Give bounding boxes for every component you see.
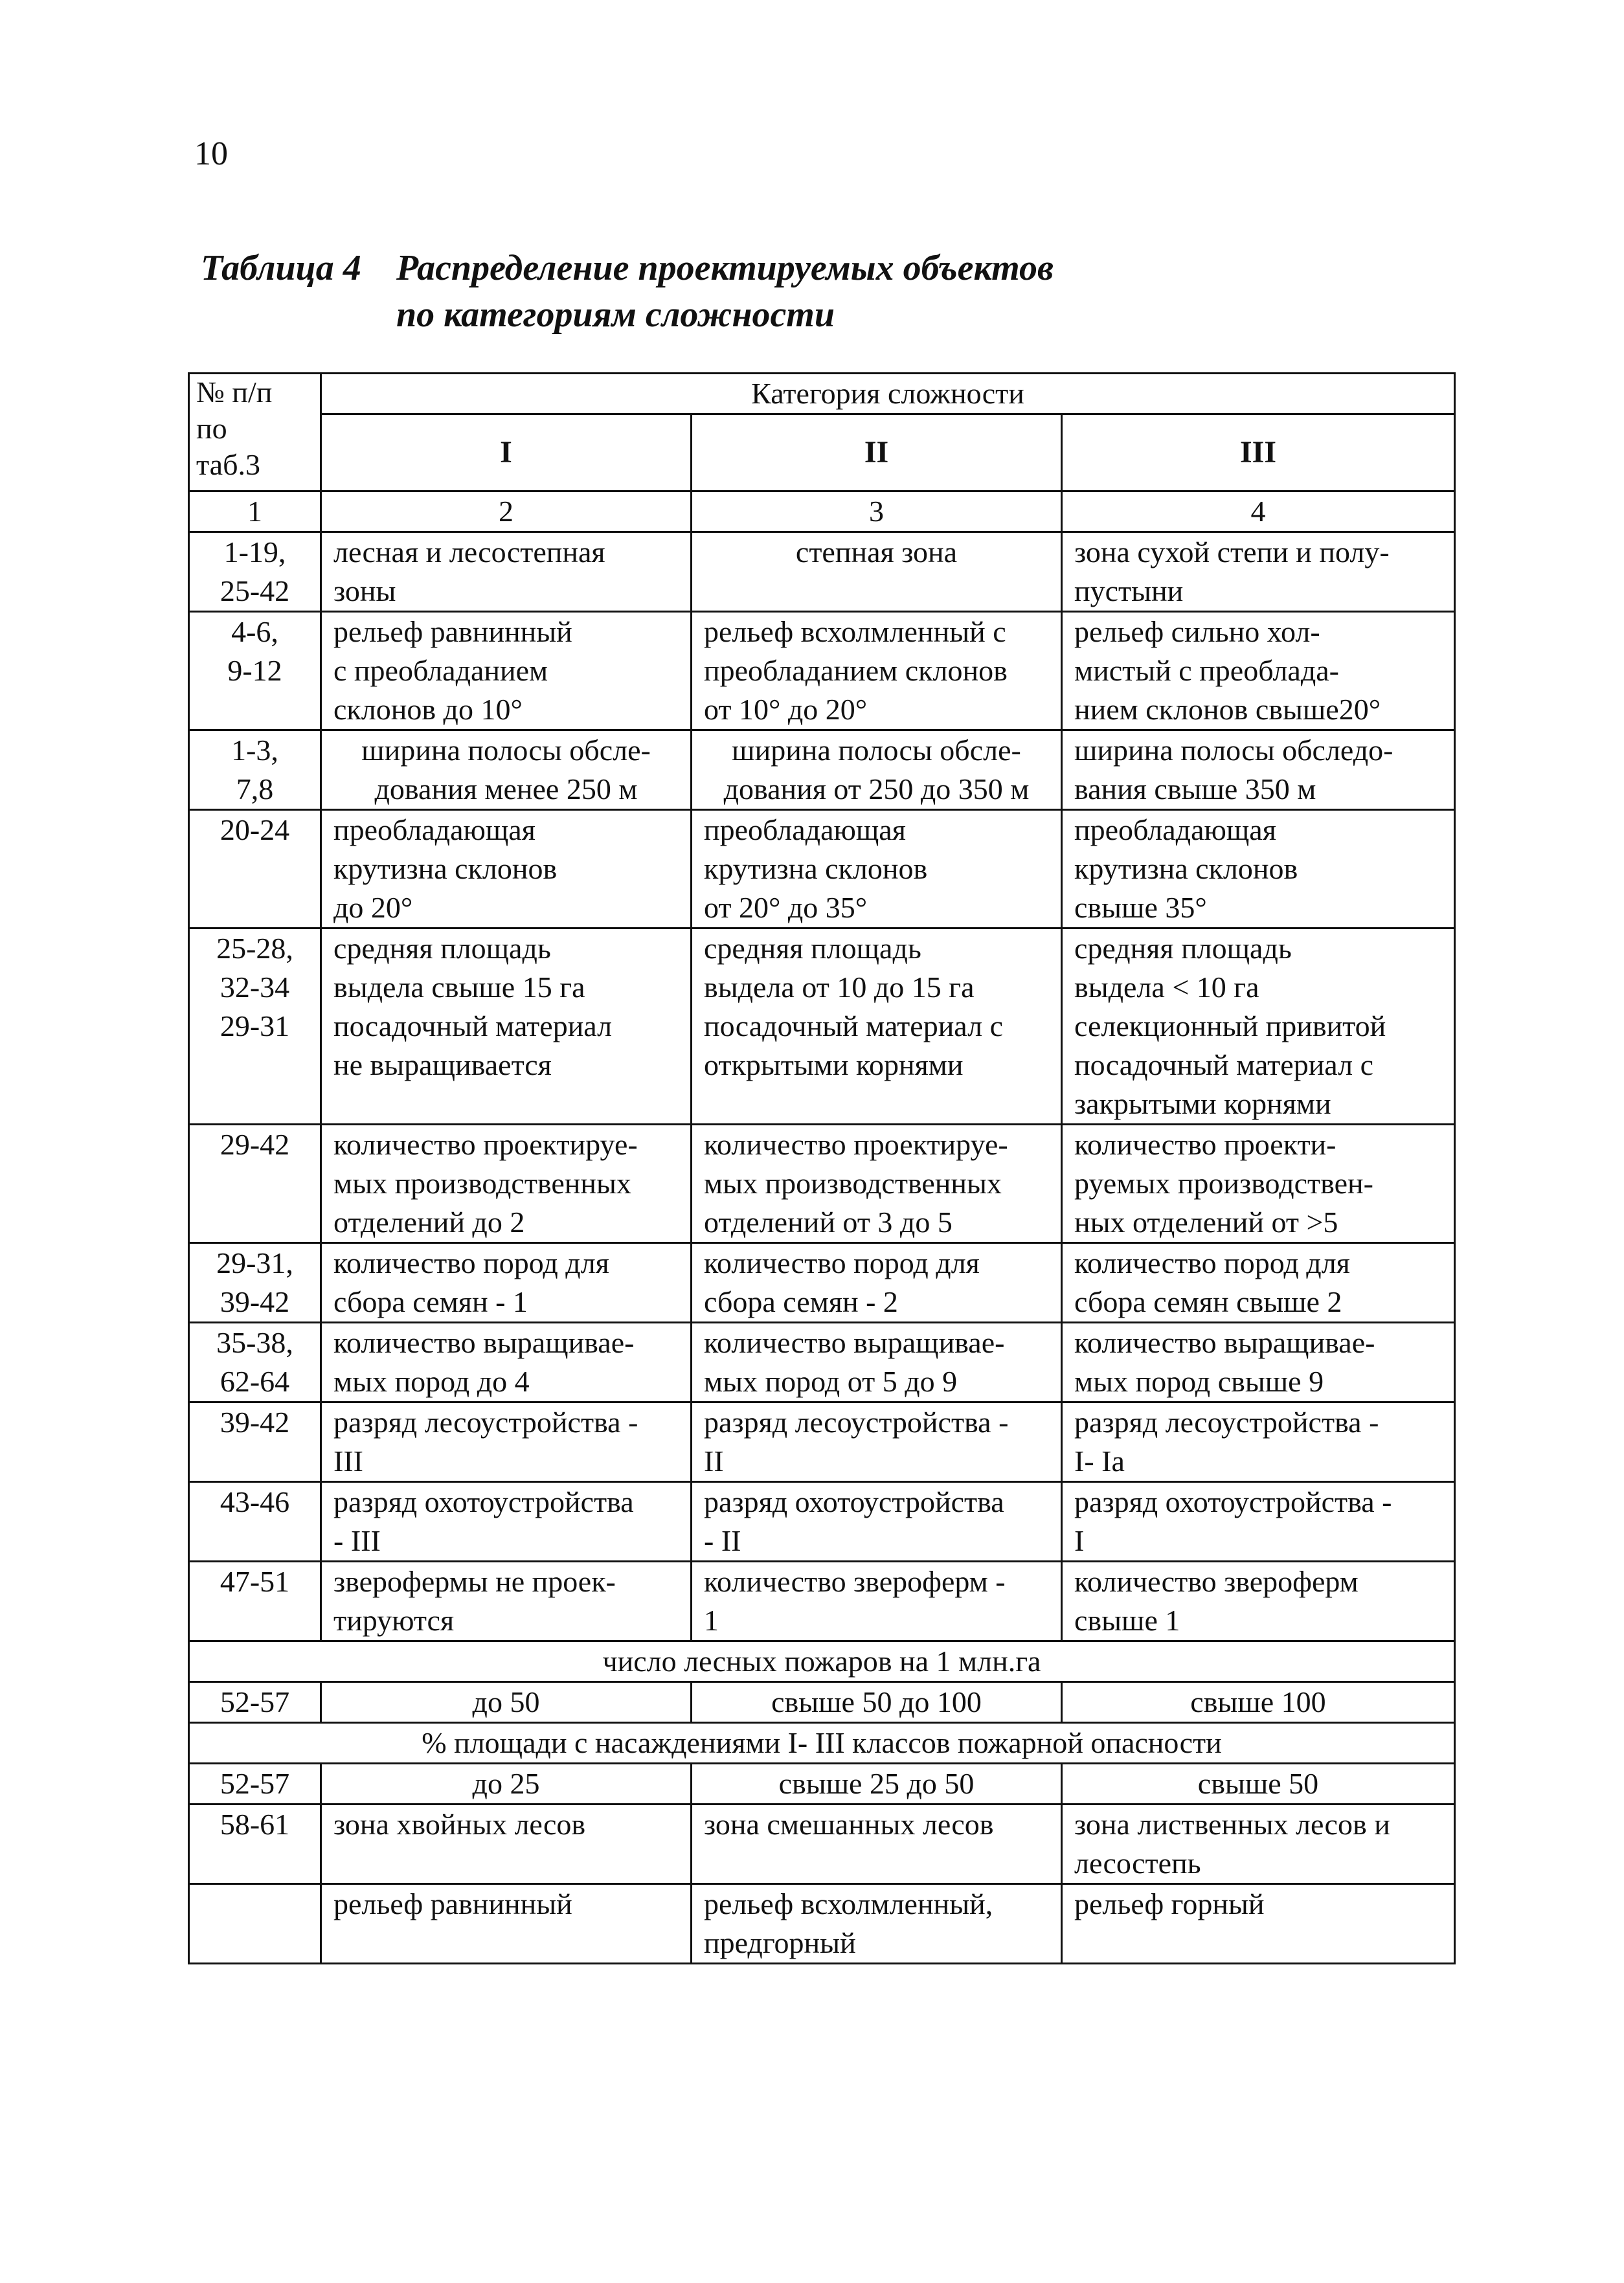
cell-line: количество проектируе- [704, 1128, 1008, 1161]
section-title-row [189, 1723, 1455, 1764]
complexity-table [188, 372, 1456, 1964]
cell-line: зона сухой степи и полу- [1074, 535, 1390, 568]
category-2-cell [692, 1482, 1062, 1562]
cell-line: 47-51 [220, 1565, 290, 1598]
cell-line: нием склонов свыше20° [1074, 693, 1381, 726]
section-value-cell: свыше 50 [1062, 1764, 1455, 1805]
category-1-cell [321, 1562, 692, 1641]
category-1-cell [321, 612, 692, 730]
row-number-cell [189, 1125, 321, 1243]
cell-line: 7,8 [236, 772, 274, 805]
cell-line: закрытыми корнями [1074, 1087, 1331, 1120]
section-title: число лесных пожаров на 1 млн.га [189, 1641, 1455, 1682]
section-value-cell: свыше 100 [1062, 1682, 1455, 1723]
cell-line: преобладающая [704, 813, 906, 846]
cell-line: количество пород для [1074, 1246, 1350, 1279]
row-number-cell [189, 810, 321, 928]
cell-line: отделений от 3 до 5 [704, 1206, 953, 1239]
cell-line: мых пород до 4 [333, 1365, 530, 1398]
cell-line: выдела < 10 га [1074, 971, 1259, 1004]
cell-line: количество проекти- [1074, 1128, 1336, 1161]
cell-line: ширина полосы обсле- [361, 734, 651, 767]
cell-line: - II [704, 1524, 741, 1557]
category-2-cell [692, 1562, 1062, 1641]
cell-line: свыше 35° [1074, 891, 1207, 924]
category-2-cell [692, 810, 1062, 928]
category-3-cell [1062, 1323, 1455, 1402]
cell-line: 9-12 [227, 654, 282, 687]
header-num-line: по [196, 412, 227, 445]
cell-line: рельеф всхолмленный, [704, 1887, 993, 1920]
column-number: 2 [321, 491, 692, 532]
cell-line: руемых производствен- [1074, 1167, 1373, 1200]
table-row [189, 1243, 1455, 1323]
row-number-cell [189, 612, 321, 730]
table-row [189, 1562, 1455, 1641]
cell-line: количество пород для [704, 1246, 980, 1279]
cell-line: преобладанием склонов [704, 654, 1008, 687]
cell-line: 1 [704, 1604, 719, 1637]
cell-line: сбора семян - 2 [704, 1285, 898, 1318]
section-title-row [189, 1641, 1455, 1682]
category-3-cell [1062, 1884, 1455, 1964]
cell-line: 39-42 [220, 1406, 290, 1439]
header-row [189, 374, 1455, 414]
cell-line: 62-64 [220, 1365, 290, 1398]
cell-line: средняя площадь [1074, 932, 1292, 965]
cell-line: разряд лесоустройства - [1074, 1406, 1379, 1439]
category-2: II [692, 414, 1062, 491]
table-row [189, 810, 1455, 928]
category-3-cell [1062, 810, 1455, 928]
category-1-cell [321, 810, 692, 928]
cell-line: количество пород для [333, 1246, 609, 1279]
category-1-cell [321, 1805, 692, 1884]
cell-line: выдела свыше 15 га [333, 971, 585, 1004]
category-1-cell [321, 1402, 692, 1482]
cell-line: разряд охотоустройства [333, 1485, 634, 1518]
category-2-cell [692, 1125, 1062, 1243]
category-2-cell [692, 532, 1062, 612]
cell-line: 43-46 [220, 1485, 290, 1518]
row-number-cell [189, 1562, 321, 1641]
cell-line: вания свыше 350 м [1074, 772, 1316, 805]
cell-line: предгорный [704, 1926, 856, 1959]
cell-line: посадочный материал с [1074, 1048, 1373, 1081]
section-values-row [189, 1764, 1455, 1805]
header-category: Категория сложности [321, 374, 1455, 414]
section-value-cell: свыше 50 до 100 [692, 1682, 1062, 1723]
category-3: III [1062, 414, 1455, 491]
cell-line: тируются [333, 1604, 455, 1637]
cell-line: 20-24 [220, 813, 290, 846]
cell-line: 29-31 [220, 1009, 290, 1042]
row-number-cell: 52-57 [189, 1764, 321, 1805]
section-value-cell: до 50 [321, 1682, 692, 1723]
cell-line: зона хвойных лесов [333, 1808, 586, 1841]
cell-line: рельеф равнинный [333, 615, 572, 648]
cell-line: количество выращивае- [333, 1326, 635, 1359]
cell-line: преобладающая [1074, 813, 1276, 846]
table-row [189, 928, 1455, 1125]
category-3-cell [1062, 730, 1455, 810]
category-3-cell [1062, 1562, 1455, 1641]
cell-line: рельеф равнинный [333, 1887, 572, 1920]
cell-line: рельеф горный [1074, 1887, 1265, 1920]
section-title: % площади с насаждениями I- III классов пожарной опасности [189, 1723, 1455, 1764]
category-3-cell [1062, 612, 1455, 730]
cell-line: средняя площадь [333, 932, 551, 965]
category-2-cell [692, 1805, 1062, 1884]
cell-line: 1-3, [231, 734, 278, 767]
section-value-cell: свыше 25 до 50 [692, 1764, 1062, 1805]
category-2-cell [692, 1323, 1062, 1402]
cell-line: 35-38, [216, 1326, 293, 1359]
cell-line: 25-28, [216, 932, 293, 965]
category-3-cell [1062, 1402, 1455, 1482]
category-3-cell [1062, 928, 1455, 1125]
category-1-cell [321, 1884, 692, 1964]
category-1-cell [321, 1243, 692, 1323]
table-title-line-2: по категориям сложности [396, 295, 835, 335]
row-number-cell [189, 1323, 321, 1402]
cell-line: сбора семян - 1 [333, 1285, 528, 1318]
cell-line: посадочный материал с [704, 1009, 1003, 1042]
cell-line: зона смешанных лесов [704, 1808, 994, 1841]
cell-line: разряд охотоустройства - [1074, 1485, 1392, 1518]
cell-line: 25-42 [220, 574, 290, 607]
cell-line: открытыми корнями [704, 1048, 964, 1081]
category-3-cell [1062, 1125, 1455, 1243]
cell-line: мых пород от 5 до 9 [704, 1365, 958, 1398]
category-1-cell [321, 532, 692, 612]
cell-line: крутизна склонов [333, 852, 558, 885]
category-1-cell [321, 1125, 692, 1243]
section-values-row [189, 1682, 1455, 1723]
column-number: 1 [189, 491, 321, 532]
cell-line: количество звероферм [1074, 1565, 1359, 1598]
table-row [189, 1482, 1455, 1562]
cell-line: ных отделений от >5 [1074, 1206, 1338, 1239]
cell-line: рельеф сильно хол- [1074, 615, 1320, 648]
row-number-cell [189, 1402, 321, 1482]
table-row [189, 1402, 1455, 1482]
cell-line: I [1074, 1524, 1085, 1557]
cell-line: III [333, 1445, 363, 1478]
cell-line: рельеф всхолмленный с [704, 615, 1006, 648]
category-2-cell [692, 730, 1062, 810]
cell-line: крутизна склонов [704, 852, 928, 885]
caption-line-1 [201, 245, 1054, 291]
cell-line: средняя площадь [704, 932, 921, 965]
cell-line: лесная и лесостепная [333, 535, 605, 568]
category-3-cell [1062, 1243, 1455, 1323]
cell-line: ширина полосы обсле- [732, 734, 1021, 767]
cell-line: с преобладанием [333, 654, 548, 687]
cell-line: - III [333, 1524, 381, 1557]
row-number-cell [189, 928, 321, 1125]
column-number: 4 [1062, 491, 1455, 532]
cell-line: 39-42 [220, 1285, 290, 1318]
cell-line: до 20° [333, 891, 413, 924]
cell-line: пустыни [1074, 574, 1184, 607]
cell-line: селекционный привитой [1074, 1009, 1386, 1042]
row-number-cell [189, 730, 321, 810]
cell-line: посадочный материал [333, 1009, 613, 1042]
header-num-line: № п/п [196, 376, 273, 409]
cell-line: 29-42 [220, 1128, 290, 1161]
cell-line: 29-31, [216, 1246, 293, 1279]
cell-line: II [704, 1445, 724, 1478]
table-row [189, 612, 1455, 730]
cell-line: склонов до 10° [333, 693, 523, 726]
header-num-cell [189, 374, 321, 491]
cell-line: мых производственных [333, 1167, 631, 1200]
cell-line: количество выращивае- [1074, 1326, 1375, 1359]
category-2-cell [692, 612, 1062, 730]
cell-line: не выращивается [333, 1048, 552, 1081]
cell-line: выдела от 10 до 15 га [704, 971, 975, 1004]
cell-line: отделений до 2 [333, 1206, 525, 1239]
cell-line: количество звероферм - [704, 1565, 1006, 1598]
cell-line: лесостепь [1074, 1847, 1201, 1880]
cell-line: зоны [333, 574, 396, 607]
table-row [189, 1125, 1455, 1243]
category-2-cell [692, 1884, 1062, 1964]
cell-line: I- Ia [1074, 1445, 1125, 1478]
table-row [189, 532, 1455, 612]
cell-line: количество проектируе- [333, 1128, 638, 1161]
cell-line: от 20° до 35° [704, 891, 868, 924]
row-number-cell: 58-61 [189, 1805, 321, 1884]
cell-line: мых пород свыше 9 [1074, 1365, 1324, 1398]
cell-line: степная зона [795, 535, 958, 568]
row-number-cell [189, 1884, 321, 1964]
category-2-cell [692, 1243, 1062, 1323]
table-row [189, 1805, 1455, 1884]
category-2-cell [692, 928, 1062, 1125]
cell-line: разряд охотоустройства [704, 1485, 1004, 1518]
cell-line: зона лиственных лесов и [1074, 1808, 1390, 1841]
category-1-cell [321, 1482, 692, 1562]
cell-line: 4-6, [231, 615, 278, 648]
header-categories-row [189, 414, 1455, 491]
table-label: Таблица 4 [201, 248, 361, 288]
category-1-cell [321, 928, 692, 1125]
cell-line: мых производственных [704, 1167, 1002, 1200]
table-title-line-1: Распределение проектируемых объектов [396, 248, 1054, 288]
row-number-cell: 52-57 [189, 1682, 321, 1723]
row-number-cell [189, 1243, 321, 1323]
cell-line: разряд лесоустройства - [333, 1406, 638, 1439]
section-value-cell: до 25 [321, 1764, 692, 1805]
table-row [189, 1323, 1455, 1402]
cell-line: 1-19, [223, 535, 286, 568]
category-1: I [321, 414, 692, 491]
cell-line: ширина полосы обследо- [1074, 734, 1393, 767]
cell-line: свыше 1 [1074, 1604, 1180, 1637]
cell-line: мистый с преоблада- [1074, 654, 1339, 687]
category-3-cell [1062, 1805, 1455, 1884]
cell-line: от 10° до 20° [704, 693, 868, 726]
header-num-line: таб.3 [196, 448, 260, 481]
category-1-cell [321, 730, 692, 810]
cell-line: 32-34 [220, 971, 290, 1004]
cell-line: дования менее 250 м [374, 772, 638, 805]
table-row [189, 1884, 1455, 1964]
cell-line: количество выращивае- [704, 1326, 1005, 1359]
cell-line: преобладающая [333, 813, 536, 846]
category-3-cell [1062, 532, 1455, 612]
cell-line: разряд лесоустройства - [704, 1406, 1009, 1439]
cell-line: крутизна склонов [1074, 852, 1298, 885]
column-number: 3 [692, 491, 1062, 532]
column-number-row [189, 491, 1455, 532]
row-number-cell [189, 1482, 321, 1562]
table-row [189, 730, 1455, 810]
category-2-cell [692, 1402, 1062, 1482]
page-number: 10 [194, 135, 228, 172]
row-number-cell [189, 532, 321, 612]
cell-line: сбора семян свыше 2 [1074, 1285, 1342, 1318]
category-1-cell [321, 1323, 692, 1402]
table-caption [201, 245, 1054, 338]
category-3-cell [1062, 1482, 1455, 1562]
cell-line: зверофермы не проек- [333, 1565, 616, 1598]
cell-line: дования от 250 до 350 м [723, 772, 1030, 805]
